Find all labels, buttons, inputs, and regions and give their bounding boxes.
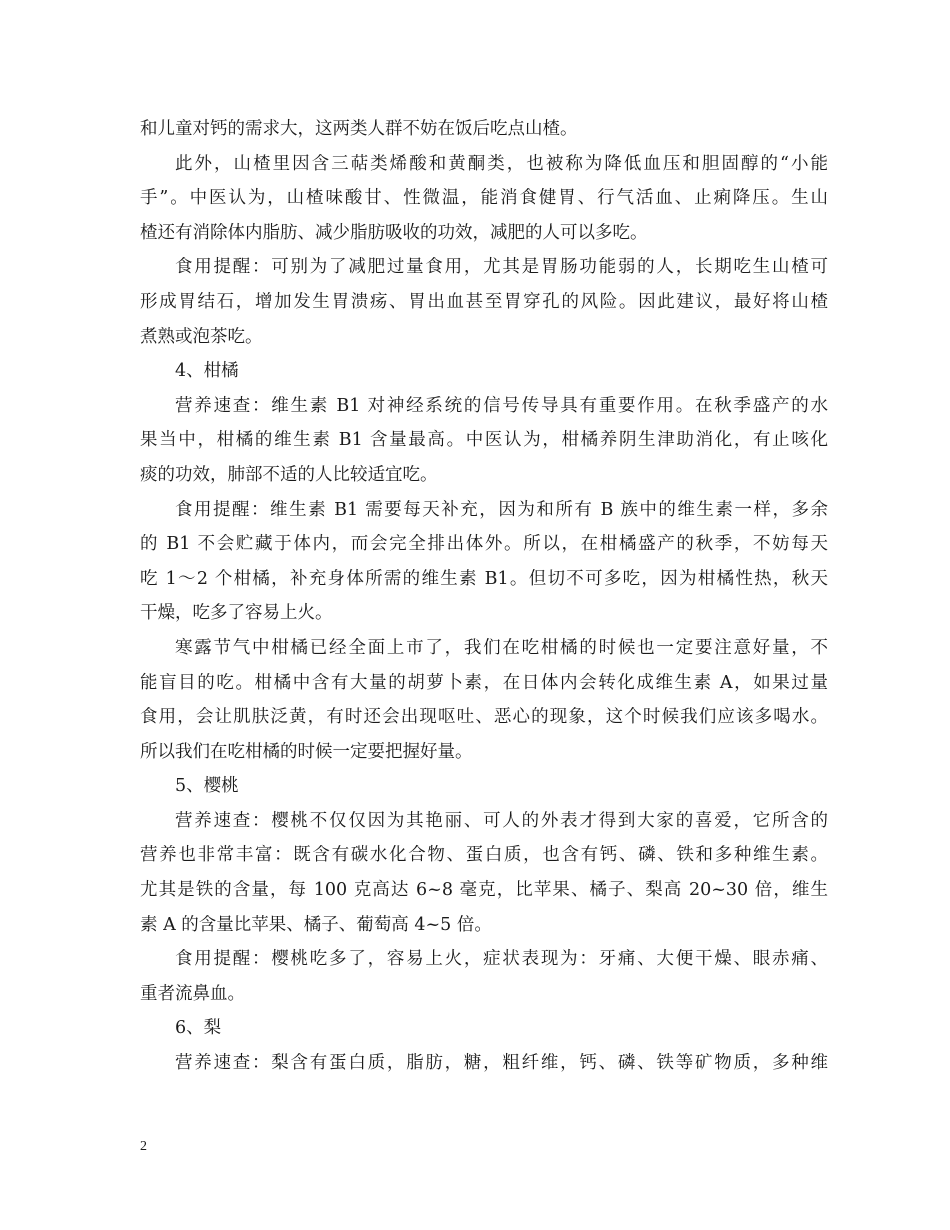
paragraph-line: 的 B1 不会贮藏于体内，而会完全排出体外。所以，在柑橘盛产的秋季，不妨每天: [140, 534, 828, 555]
document-body: [140, 112, 828, 1081]
paragraph-line: 形成胃结石，增加发生胃溃疡、胃出血甚至胃穿孔的风险。因此建议，最好将山楂: [140, 291, 828, 312]
paragraph-line: 尤其是铁的含量，每 100 克高达 6~8 毫克，比苹果、橘子、梨高 20~30 倍，维生: [140, 880, 828, 901]
paragraph-line: 能盲目的吃。柑橘中含有大量的胡萝卜素，在日体内会转化成维生素 A，如果过量: [140, 672, 828, 693]
paragraph-line: 楂还有消除体内脂肪、减少脂肪吸收的功效，减肥的人可以多吃。: [140, 222, 648, 243]
section-heading: 4、柑橘: [175, 361, 239, 382]
paragraph-line: 重者流鼻血。: [140, 983, 245, 1004]
paragraph-line: 果当中，柑橘的维生素 B1 含量最高。中医认为，柑橘养阴生津助消化，有止咳化: [140, 430, 828, 451]
page-number: 2: [140, 1139, 147, 1154]
paragraph-line: 食用提醒：樱桃吃多了，容易上火，症状表现为：牙痛、大便干燥、眼赤痛、: [175, 949, 828, 970]
paragraph-line: 食用提醒：维生素 B1 需要每天补充，因为和所有 B 族中的维生素一样，多余: [175, 499, 828, 520]
paragraph-line: 营养速查：梨含有蛋白质，脂肪，糖，粗纤维，钙、磷、铁等矿物质，多种维: [175, 1053, 828, 1074]
paragraph-line: 所以我们在吃柑橘的时候一定要把握好量。: [140, 741, 473, 762]
paragraph-line: 干燥，吃多了容易上火。: [140, 603, 333, 624]
paragraph-line: 营养速查：维生素 B1 对神经系统的信号传导具有重要作用。在秋季盛产的水: [175, 395, 828, 416]
paragraph-line: 营养速查：樱桃不仅仅因为其艳丽、可人的外表才得到大家的喜爱，它所含的: [175, 810, 828, 831]
paragraph-line: 营养也非常丰富：既含有碳水化合物、蛋白质，也含有钙、磷、铁和多种维生素。: [140, 845, 828, 866]
paragraph-line: 吃 1～2 个柑橘，补充身体所需的维生素 B1。但切不可多吃，因为柑橘性热，秋天: [140, 568, 828, 589]
paragraph-line: 素 A 的含量比苹果、橘子、葡萄高 4~5 倍。: [140, 914, 492, 935]
paragraph-line: 食用提醒：可别为了减肥过量食用，尤其是胃肠功能弱的人，长期吃生山楂可: [175, 257, 828, 278]
paragraph-line: 和儿童对钙的需求大，这两类人群不妨在饭后吃点山楂。: [140, 119, 578, 139]
paragraph-line: 此外，山楂里因含三萜类烯酸和黄酮类，也被称为降低血压和胆固醇的“小能: [175, 153, 828, 174]
paragraph-line: 手”。中医认为，山楂味酸甘、性微温，能消食健胃、行气活血、止痢降压。生山: [140, 188, 828, 209]
section-heading: 5、樱桃: [175, 776, 239, 797]
paragraph-line: 煮熟或泡茶吃。: [140, 326, 263, 347]
paragraph-line: 食用，会让肌肤泛黄，有时还会出现呕吐、恶心的现象，这个时候我们应该多喝水。: [140, 707, 828, 728]
paragraph-line: 寒露节气中柑橘已经全面上市了，我们在吃柑橘的时候也一定要注意好量，不: [175, 637, 828, 658]
section-heading: 6、梨: [175, 1018, 222, 1039]
paragraph-line: 痰的功效，肺部不适的人比较适宜吃。: [140, 464, 438, 485]
